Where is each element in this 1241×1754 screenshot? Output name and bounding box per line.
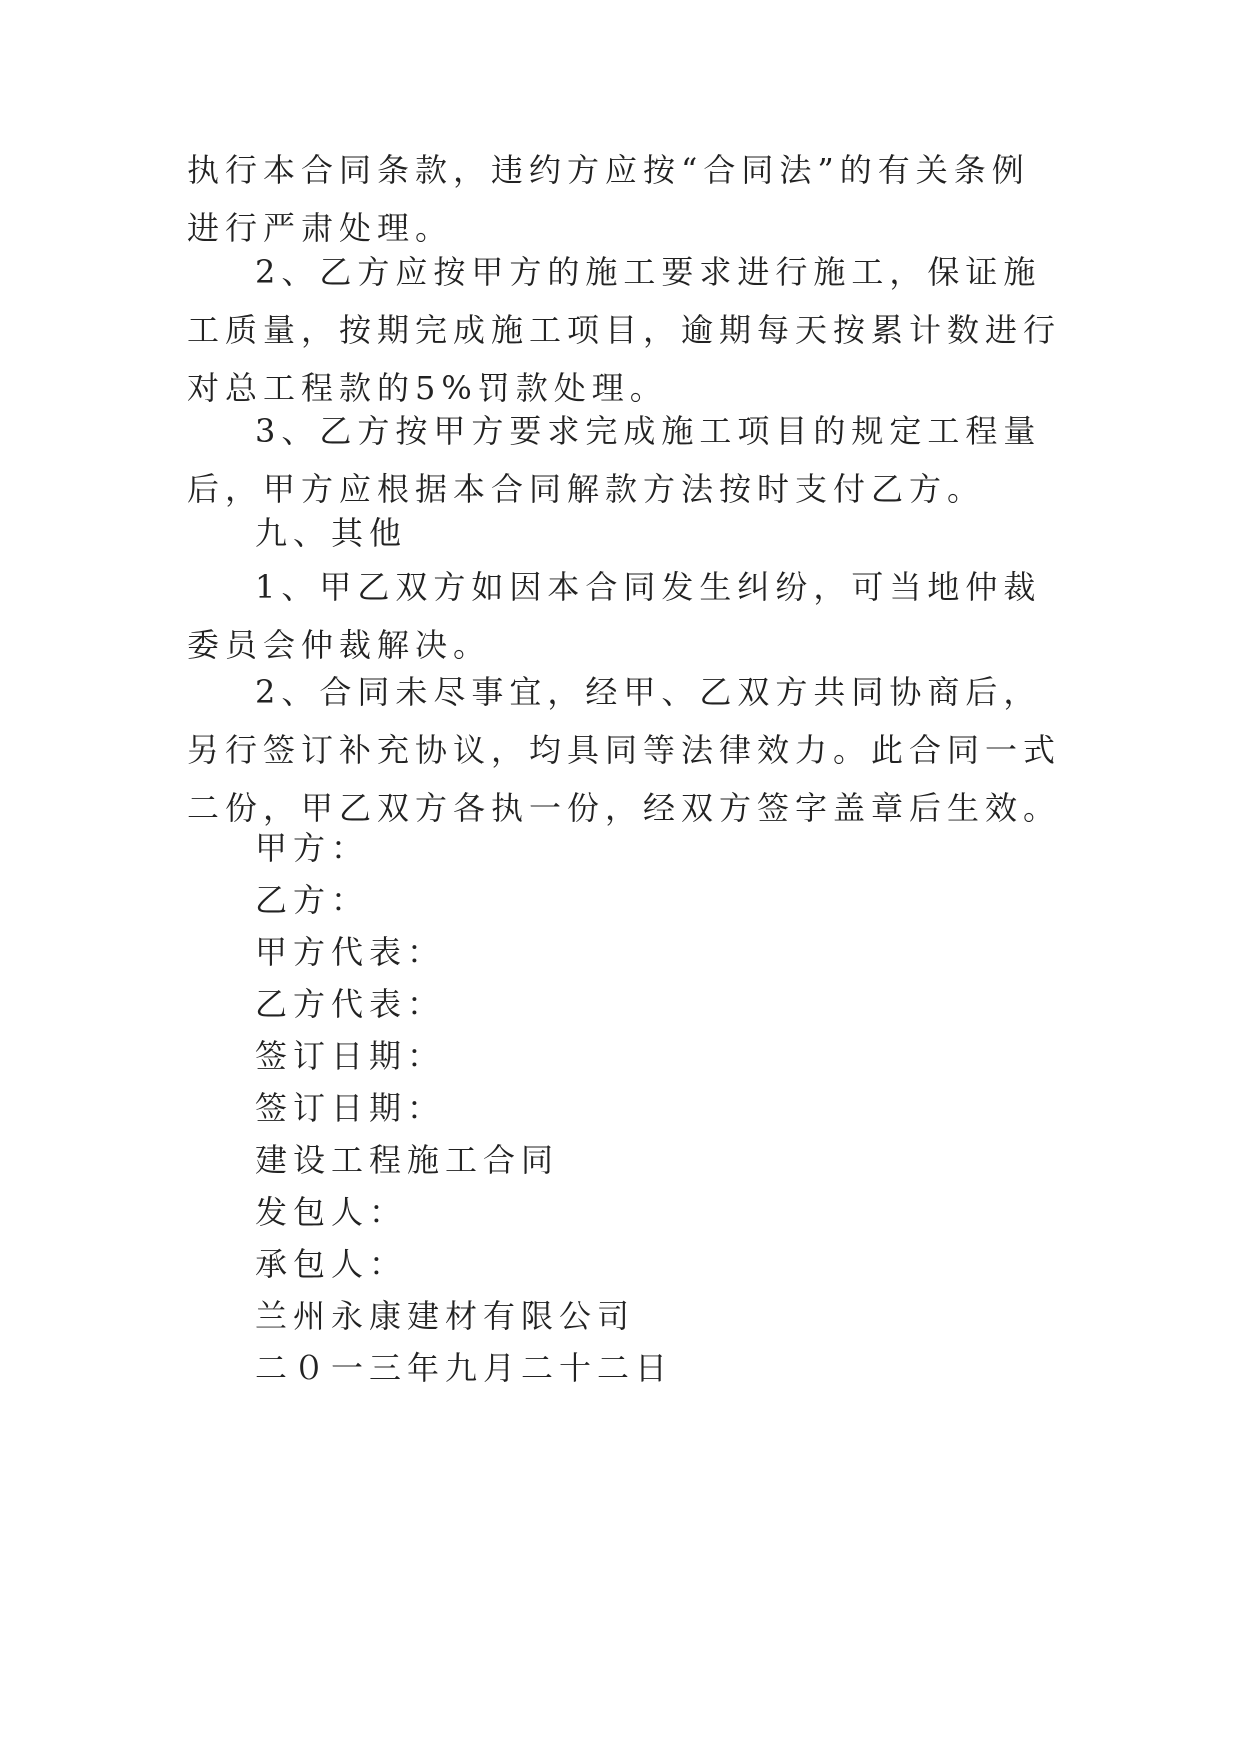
paragraph-dispute-arbitration: 1、甲乙双方如因本合同发生纠纷，可当地仲裁委员会仲裁解决。	[187, 568, 1042, 664]
party-b-line: 乙方：	[255, 881, 370, 919]
party-a-representative-line: 甲方代表：	[255, 933, 446, 971]
contract-title-line: 建设工程施工合同	[255, 1141, 560, 1179]
date-line: 二０一三年九月二十二日	[255, 1349, 674, 1387]
paragraph-clause-2-construction: 2、乙方应按甲方的施工要求进行施工，保证施工质量，按期完成施工项目，逾期每天按累计数进行对总工程款的5%罚款处理。	[187, 253, 1062, 407]
paragraph-supplementary-agreement: 2、合同未尽事宜，经甲、乙双方共同协商后，另行签订补充协议，均具同等法律效力。此合同一式二份，甲乙双方各执一份，经双方签字盖章后生效。	[187, 673, 1062, 827]
paragraph-clause-3-payment: 3、乙方按甲方要求完成施工项目的规定工程量后，甲方应根据本合同解款方法按时支付乙方。	[187, 412, 1042, 508]
contractor-line: 承包人：	[255, 1245, 408, 1283]
section-heading-other: 九、其他	[255, 514, 408, 552]
signing-date-line-2: 签订日期：	[255, 1089, 446, 1127]
paragraph-breach-handling: 执行本合同条款，违约方应按“合同法”的有关条例进行严肃处理。	[187, 151, 1030, 247]
signing-date-line: 签订日期：	[255, 1037, 446, 1075]
employer-line: 发包人：	[255, 1193, 408, 1231]
party-a-line: 甲方：	[255, 829, 370, 867]
party-b-representative-line: 乙方代表：	[255, 985, 446, 1023]
company-name-line: 兰州永康建材有限公司	[255, 1297, 636, 1335]
